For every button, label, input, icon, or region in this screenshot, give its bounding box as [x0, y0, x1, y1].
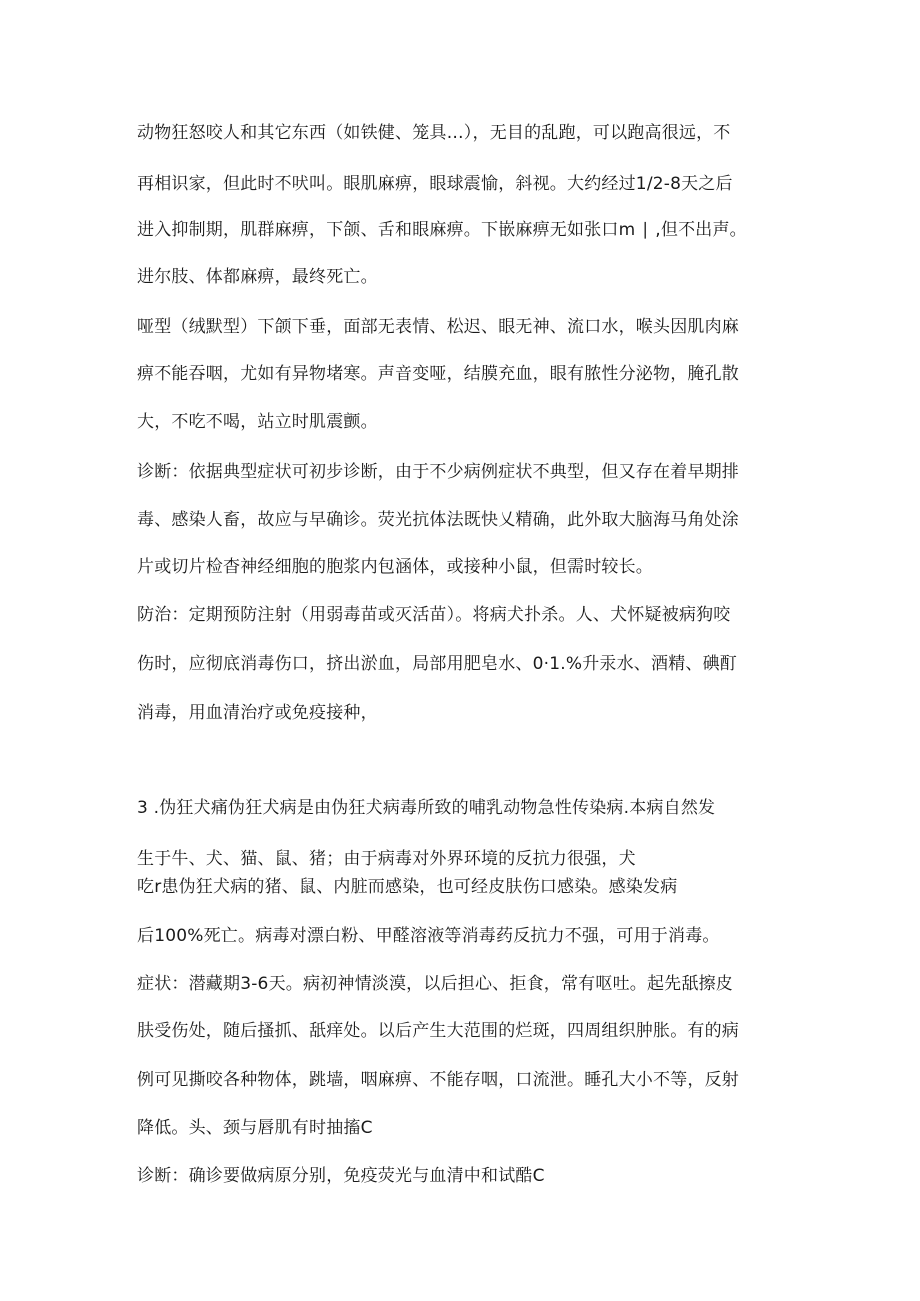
text-line: 进入抑制期，肌群麻痹，下颌、舌和眼麻痹。下嵌麻痹无如张口m ∣ ,但不出声。 [137, 220, 747, 240]
text-line: 痹不能吞咽，尤如有异物堵寒。声音变哑，结膜充血，眼有脓性分泌物，腌孔散 [137, 364, 739, 384]
text-line: 肤受伤处，随后搔抓、舐痒处。以后产生大范围的烂斑，四周组织肿胀。有的病 [137, 1021, 739, 1041]
text-line: 诊断：依据典型症状可初步诊断，由于不少病例症状不典型，但又存在着早期排 [137, 462, 739, 482]
text-line: 吃r患伪狂犬病的猪、鼠、内脏而感染，也可经皮肤伤口感染。感染发病 [137, 877, 678, 897]
text-line: 片或切片检杳神经细胞的胞浆内包涵体，或接种小鼠，但需时较长。 [137, 557, 653, 577]
text-line: 例可见撕咬各种物体，跳墙，咽麻痹、不能存咽，口流泄。睡孔大小不等，反射 [137, 1070, 739, 1090]
text-line: 哑型（绒默型）下颌下垂，面部无表情、松迟、眼无神、流口水，喉头因肌肉麻 [137, 317, 739, 337]
text-line: 症状：潜藏期3-6天。病初神情淡漠，以后担心、拒食，常有呕吐。起先舐擦皮 [137, 974, 733, 994]
text-line: 进尔肢、体都麻痹，最终死亡。 [137, 267, 378, 287]
text-line: 后100%死亡。病毒对漂白粉、甲醛溶液等消毒药反抗力不强，可用于消毒。 [137, 926, 720, 946]
section-heading: 3 .伪狂犬痛伪狂犬病是由伪狂犬病毒所致的哺乳动物急性传染病.本病自然发 [137, 798, 716, 818]
text-line: 防治：定期预防注射（用弱毒苗或灭活苗）。将病犬扑杀。人、犬怀疑被病狗咬 [137, 605, 731, 625]
text-line: 毒、感染人畜，故应与早确诊。荧光抗体法既快乂精确，此外取大脑海马角处涂 [137, 510, 739, 530]
text-line: 降低。头、颈与唇肌有时抽搐C [137, 1118, 373, 1138]
text-line: 消毒，用血清治疗或免疫接种， [137, 703, 378, 723]
text-line: 动物狂怒咬人和其它东西（如铁健、笼具…），无目的乱跑，可以跑高很远，不 [137, 123, 731, 143]
text-line: 大，不吃不喝，站立时肌震颤。 [137, 412, 378, 432]
text-line: 再相识家，但此时不吠叫。眼肌麻痹，眼球震愉，斜视。大约经过1/2-8天之后 [137, 174, 733, 194]
text-line: 伤时，应彻底消毒伤口，挤出淤血，局部用肥皂水、0·1.%升汞水、酒精、碘酊 [137, 654, 737, 674]
text-line: 生于牛、犬、猫、鼠、猪；由于病毒对外界环境的反抗力很强，犬 [137, 849, 636, 869]
text-line: 诊断：确诊要做病原分别，免疫荧光与血清中和试酷C [137, 1166, 545, 1186]
